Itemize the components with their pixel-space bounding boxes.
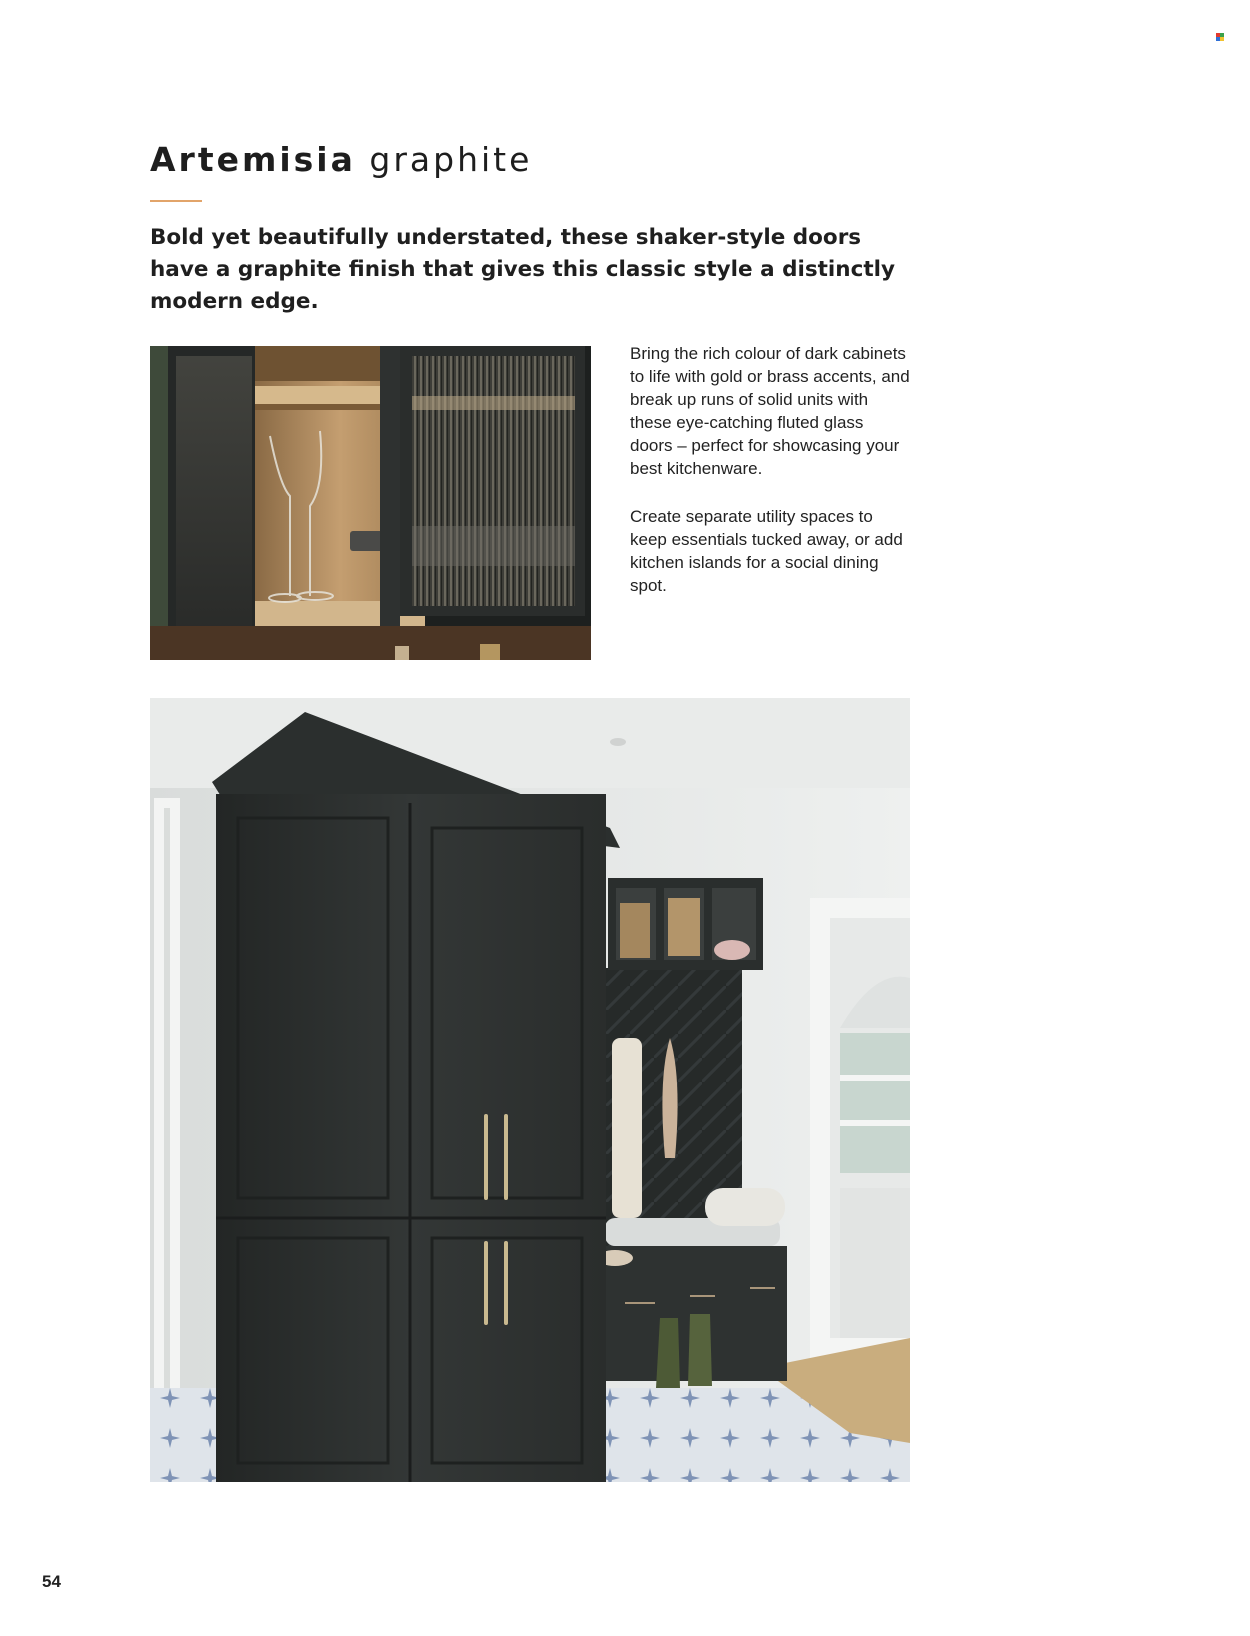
page-number: 54 <box>42 1572 61 1591</box>
page-title <box>150 140 532 179</box>
body-paragraph-2: Create separate utility spaces to keep essentials tucked away, or add kitchen islands for a social dining spot. <box>630 507 903 595</box>
intro-text: Bold yet beautifully understated, these shaker-style doors have a graphite finish that gives this classic style a distinctly modern edge. <box>150 225 895 314</box>
corner-color-mark <box>1216 33 1224 41</box>
mark-yellow <box>1220 37 1224 41</box>
title-finish-name: graphite <box>355 140 533 179</box>
title-range-name: Artemisia <box>150 140 356 179</box>
utility-room-photo <box>150 698 910 1482</box>
body-paragraph-1: Bring the rich colour of dark cabinets to life with gold or brass accents, and break up runs of solid units with these eye-catching fluted glass doors – perfect for showcasing your best kitchenware. <box>630 344 910 478</box>
cabinet-glass-doors-photo <box>150 346 591 660</box>
body-copy <box>630 342 910 622</box>
accent-rule <box>150 200 202 202</box>
